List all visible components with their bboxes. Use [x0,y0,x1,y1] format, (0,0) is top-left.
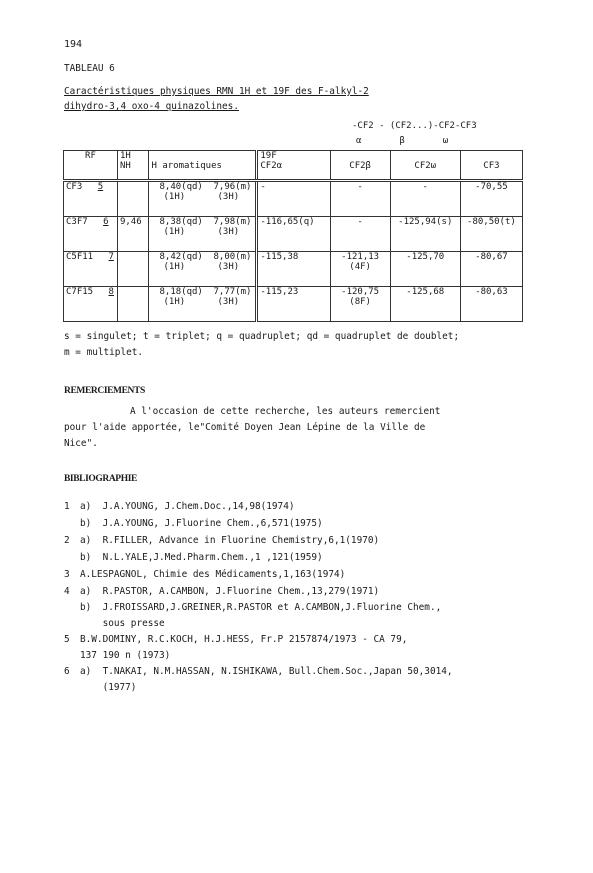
cell-cf2b: - [330,181,390,217]
reference-number: 5 [64,634,70,645]
table-row [64,181,523,217]
reference-number: 2 [64,535,70,546]
header-cf2a: CF2α [260,161,283,171]
table-label: TABLEAU 6 [64,63,115,74]
remerciements-line1: A l'occasion de cette recherche, les auteurs remercient [130,406,441,417]
cell-nh [117,287,149,322]
chain-formula-positions: α β ω [356,136,449,146]
legend-line2: m = multiplet. [64,347,144,358]
remerciements-line2: pour l'aide apportée, le"Comité Doyen Jean Lépine de la Ville de [64,422,426,433]
cell-rf: C5F11 7 [64,252,118,287]
cell-cf2a: - [257,181,330,217]
reference-number: 1 [64,501,70,512]
reference-text: a) T.NAKAI, N.M.HASSAN, N.ISHIKAWA, Bull.Chem.Soc.,Japan 50,3014, [80,666,453,677]
cell-cf2a: -115,38 [257,252,330,287]
header-1h: 1H [119,151,131,161]
remerciements-line3: Nice". [64,438,98,449]
page-number: 194 [64,39,83,50]
cell-cf2a: -115,23 [257,287,330,322]
cell-h-aromatiques: 8,38(qd) (1H)7,98(m) (3H) [149,217,257,252]
header-19f: 19F [260,151,277,161]
cell-h-aromatiques: 8,40(qd) (1H)7,96(m) (3H) [149,181,257,217]
table-row [64,287,523,322]
reference-text: (1977) [80,682,137,693]
reference-text: sous presse [80,618,165,629]
header-rf: RF [64,151,118,181]
cell-cf3: -80,67 [460,252,522,287]
cell-rf: CF3 5 [64,181,118,217]
cell-cf2b: - [330,217,390,252]
table-row [64,217,523,252]
reference-number: 4 [64,586,70,597]
cell-nh [117,252,149,287]
reference-number: 6 [64,666,70,677]
reference-text: A.LESPAGNOL, Chimie des Médicaments,1,163(1974) [80,569,346,580]
table-caption-line2: dihydro-3,4 oxo-4 quinazolines. [64,101,239,112]
header-cf3: CF3 [483,161,500,171]
reference-text: b) J.A.YOUNG, J.Fluorine Chem.,6,571(1975) [80,518,323,529]
table-header-row [64,151,523,181]
chain-formula: -CF2 - (CF2...)-CF2-CF3 [352,121,477,131]
cell-cf2b: -121,13 (4F) [330,252,390,287]
cell-nh: 9,46 [117,217,149,252]
legend-line1: s = singulet; t = triplet; q = quadruplet; qd = quadruplet de doublet; [64,331,460,342]
reference-text: b) J.FROISSARD,J.GREINER,R.PASTOR et A.CAMBON,J.Fluorine Chem., [80,602,442,613]
cell-cf3: -80,63 [460,287,522,322]
reference-text: a) R.FILLER, Advance in Fluorine Chemistry,6,1(1970) [80,535,380,546]
table-caption-line1: Caractéristiques physiques RMN 1H et 19F des F-alkyl-2 [64,86,369,97]
cell-cf2w: -125,68 [390,287,460,322]
reference-number: 3 [64,569,70,580]
reference-text: a) J.A.YOUNG, J.Chem.Doc.,14,98(1974) [80,501,295,512]
cell-nh [117,181,149,217]
header-cf2b: CF2β [349,161,371,171]
table-row [64,252,523,287]
cell-rf: C3F7 6 [64,217,118,252]
cell-cf2a: -116,65(q) [257,217,330,252]
reference-text: B.W.DOMINY, R.C.KOCH, H.J.HESS, Fr.P 2157874/1973 - CA 79, [80,634,408,645]
cell-cf2b: -120,75 (8F) [330,287,390,322]
remerciements-heading: REMERCIEMENTS [64,386,145,396]
cell-cf2w: -125,94(s) [390,217,460,252]
cell-cf2w: - [390,181,460,217]
cell-rf: C7F15 8 [64,287,118,322]
header-h-aromatiques: H aromatiques [151,161,222,171]
cell-cf3: -70,55 [460,181,522,217]
bibliographie-heading: BIBLIOGRAPHIE [64,474,137,484]
cell-cf3: -80,50(t) [460,217,522,252]
reference-text: 137 190 n (1973) [80,650,171,661]
header-cf2w: CF2ω [414,161,437,171]
cell-cf2w: -125,70 [390,252,460,287]
cell-h-aromatiques: 8,42(qd) (1H)8,00(m) (3H) [149,252,257,287]
nmr-table [63,150,523,322]
header-nh: NH [119,161,131,171]
reference-text: a) R.PASTOR, A.CAMBON, J.Fluorine Chem.,13,279(1971) [80,586,380,597]
reference-text: b) N.L.YALE,J.Med.Pharm.Chem.,1 ,121(1959) [80,552,323,563]
cell-h-aromatiques: 8,18(qd) (1H)7,77(m) (3H) [149,287,257,322]
